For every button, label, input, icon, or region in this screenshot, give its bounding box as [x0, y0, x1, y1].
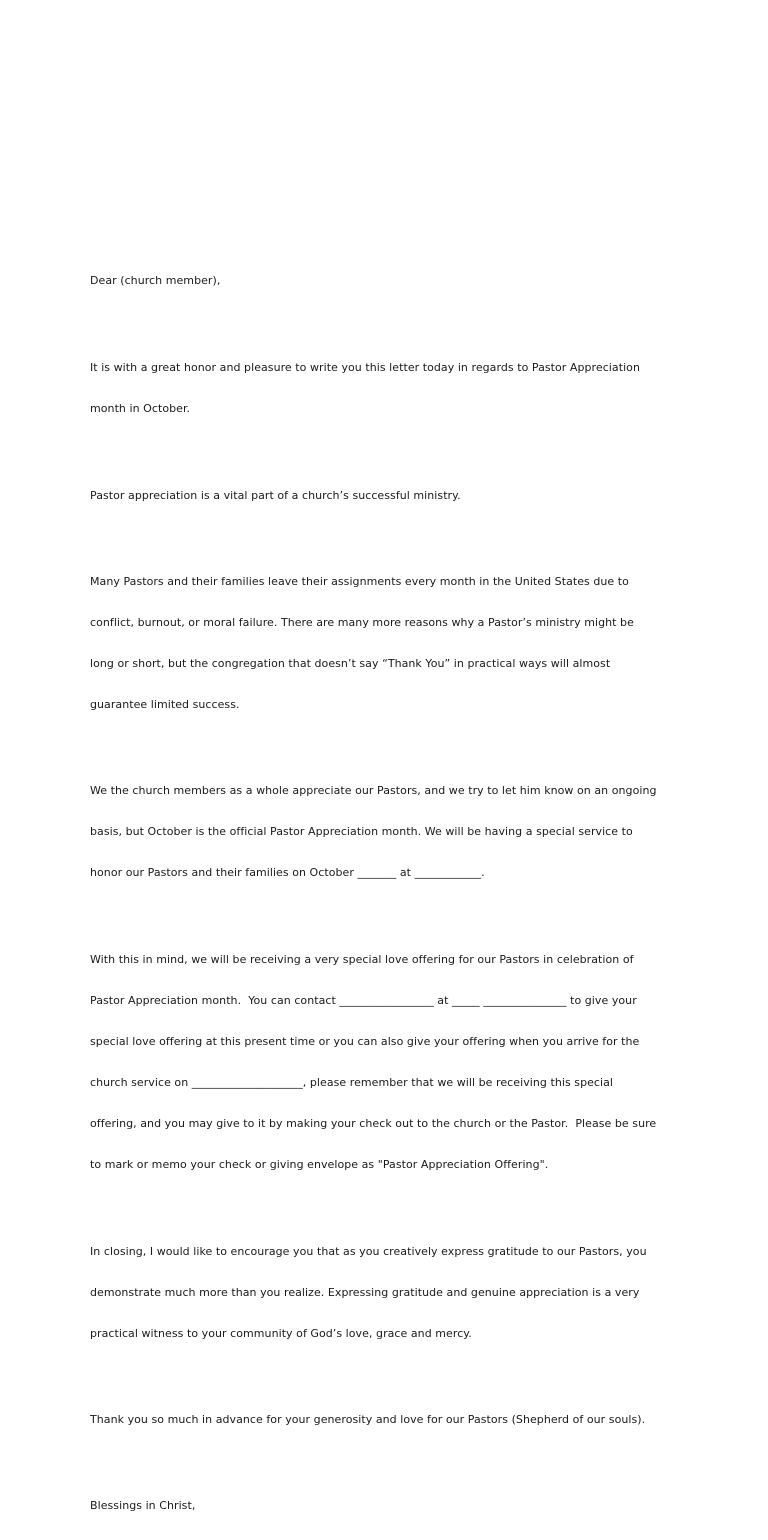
text-line: Many Pastors and their families leave their assignments every month in the United States due to: [90, 575, 629, 589]
text-line: We the church members as a whole appreciate our Pastors, and we try to let him know on an ongoing: [90, 783, 657, 797]
text-line: month in October.: [90, 402, 191, 416]
paragraph-love-offering: [90, 925, 680, 1199]
text-line: Blessings in Christ,: [90, 1498, 196, 1512]
text-line: Pastor appreciation is a vital part of a church’s successful ministry.: [90, 488, 461, 502]
text-line: honor our Pastors and their families on October _______ at ____________.: [90, 866, 485, 880]
paragraph-special-service: [90, 757, 680, 908]
text-line: practical witness to your community of God’s love, grace and mercy.: [90, 1326, 472, 1340]
text-line: With this in mind, we will be receiving a very special love offering for our Pastors in celebration of: [90, 952, 634, 966]
text-line: special love offering at this present time or you can also give your offering when you arrive for the: [90, 1034, 640, 1048]
text-line: basis, but October is the official Pastor Appreciation month. We will be having a special service to: [90, 825, 633, 839]
text-line: conflict, burnout, or moral failure. There are many more reasons why a Pastor’s ministry might be: [90, 616, 634, 630]
text-line: Dear (church member),: [90, 274, 221, 288]
text-line: guarantee limited success.: [90, 698, 240, 712]
closing-signoff: [90, 1472, 680, 1540]
paragraph-reasons: [90, 548, 680, 740]
paragraph-importance: [90, 461, 680, 530]
paragraph-thank-you: [90, 1386, 680, 1455]
text-line: Thank you so much in advance for your generosity and love for our Pastors (Shepherd of our souls).: [90, 1413, 646, 1427]
text-line: Pastor Appreciation month. You can contact _________________ at _____ _______________ to give your: [90, 993, 637, 1007]
salutation: [90, 247, 680, 316]
text-line: In closing, I would like to encourage you that as you creatively express gratitude to our Pastors, you: [90, 1244, 647, 1258]
paragraph-closing-thoughts: [90, 1217, 680, 1368]
text-line: offering, and you may give to it by making your check out to the church or the Pastor. Please be sure: [90, 1117, 657, 1131]
text-line: It is with a great honor and pleasure to write you this letter today in regards to Pastor Appreciation: [90, 360, 640, 374]
text-line: long or short, but the congregation that doesn’t say “Thank You” in practical ways will almost: [90, 657, 611, 671]
paragraph-intro: [90, 334, 680, 444]
text-line: to mark or memo your check or giving envelope as "Pastor Appreciation Offering".: [90, 1158, 549, 1172]
text-line: demonstrate much more than you realize. Expressing gratitude and genuine appreciation is a very: [90, 1285, 640, 1299]
text-line: church service on ____________________, please remember that we will be receiving this special: [90, 1075, 614, 1089]
letter-body: [90, 247, 680, 1540]
